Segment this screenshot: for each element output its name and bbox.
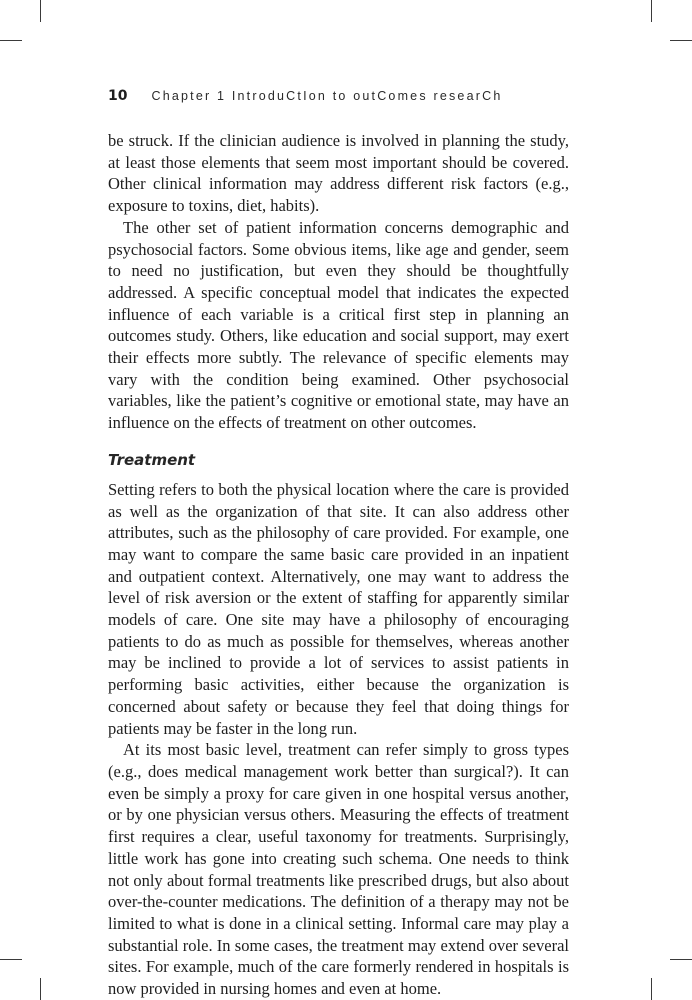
page-body: [108, 130, 569, 1000]
paragraph-continued: be struck. If the clinician audience is involved in planning the study, at least those elements that seem most important should be covered. Other clinical information may address different risk factors (e.g., exposure to toxins, diet, habits).: [108, 131, 569, 216]
chapter-running-title: Chapter 1 IntroduCtIon to outComes researCh: [151, 89, 503, 103]
crop-mark-top-right: [651, 0, 652, 22]
paragraph-demographic-factors: The other set of patient information concerns demographic and psychosocial factors. Some obvious items, like age and gender, seem to need no justification, but even they should be thoughtfully addressed. A specific conceptual model that indicates the expected influence of each variable is a critical first step in planning an outcomes study. Others, like education and social support, may exert their effects more subtly. The relevance of specific elements may vary with the condition being examined. Other psychosocial variables, like the patient’s cognitive or emotional state, may have an influence on the effects of treatment on other outcomes.: [108, 217, 569, 433]
crop-mark-top-left: [40, 0, 41, 22]
crop-mark-bottom-right-horizontal: [670, 959, 692, 960]
crop-mark-bottom-left: [40, 978, 41, 1000]
crop-mark-bottom-left-horizontal: [0, 959, 22, 960]
paragraph-setting: Setting refers to both the physical location where the care is provided as well as the organization of that site. It can also address other attributes, such as the philosophy of care provided. For example, one may want to compare the same basic care provided in an inpatient and outpatient context. Alternatively, one may want to address the level of risk aversion or the extent of staffing for apparently similar models of care. One site may have a philosophy of encouraging patients to do as much as possible for themselves, whereas another may be inclined to provide a lot of services to assist patients in performing basic activities, either because the organization is concerned about safety or because they feel that doing things for patients may be faster in the long run.: [108, 479, 569, 738]
running-head: [108, 88, 502, 108]
section-heading-treatment: Treatment: [108, 450, 196, 469]
paragraph-treatment-level: At its most basic level, treatment can refer simply to gross types (e.g., does medical management work better than surgical?). It can even be simply a proxy for care given in one hospital versus another, or by one physician versus others. Measuring the effects of treatment first requires a clear, useful taxonomy for treatments. Surprisingly, little work has gone into creating such schema. One needs to think not only about formal treatments like prescribed drugs, but also about over-the-counter medications. The definition of a therapy may not be limited to what is done in a clinical setting. Informal care may play a substantial role. In some cases, the treatment may extend over several sites. For example, much of the care formerly rendered in hospitals is now provided in nursing homes and even at home.: [108, 740, 569, 999]
page-number: 10: [108, 88, 128, 104]
crop-mark-bottom-right: [651, 978, 652, 1000]
crop-mark-top-right-horizontal: [670, 40, 692, 41]
crop-mark-top-left-horizontal: [0, 40, 22, 41]
